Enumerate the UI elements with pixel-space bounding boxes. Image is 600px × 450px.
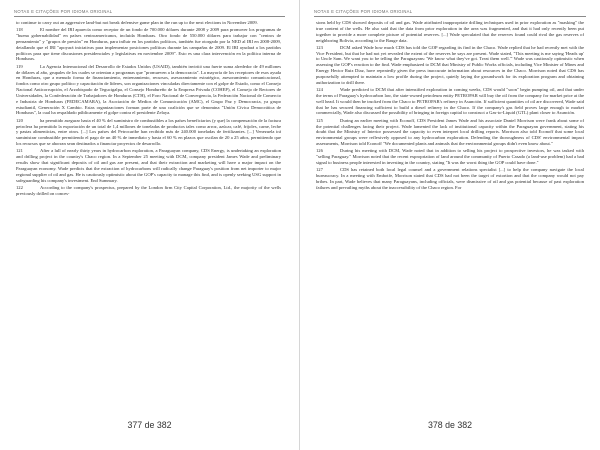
note-text: to continue to carry out an aggressive land-but not break defensive game plan in the run up to the next elections in November 2009. <box>16 20 258 25</box>
note-text: CDS has retained both local legal counsel and a government relations specialist [...] to help the company navigate the local bureaucracy. In a meeting with Embotfe, Morrison stated that CDS had not been the target of extortion and that the company would not pay bribes. In part, Wade believes that many Paraguayans, including officials, were dismissive of oil and gas potential because of past exploration failures and prevailing myths about the inaccessibility of the Chaco region. For <box>316 167 584 190</box>
note-number: 119 <box>16 63 23 69</box>
note-text: DCM asked Wade how much CDS has told the GOP regarding its find in the Chaco. Wade replied that he had recently met with the Vice President, but that he had not yet revealed the extent of the reserves he says are present. Wade stated, "This meeting is me saying 'Heads up' to Uncle Sam. We want you to be telling the Paraguayans: 'We know what they've got. Treat them well.'" Wade was cautiously optimistic when assessing the GOP's reaction to the find. Wade emphasized to DCM that Ministry of Public Works officials, including Vice Minister of Mines and Energy Hector Ruiz Diaz, have repeatedly given the press inaccurate information about resources in the Chaco. Morrison noted that CDS has purposefully attempted to maintain a low profile during the project, quietly laying the groundwork for its exploration program and obtaining authorization to drill there. <box>316 44 584 85</box>
paragraph <box>316 20 584 43</box>
note-number: 121 <box>16 148 23 154</box>
note-number: 122 <box>16 184 23 190</box>
note-number: 125 <box>316 117 323 123</box>
note-number: 126 <box>316 148 323 154</box>
note-number: 123 <box>316 44 323 50</box>
note-number: 120 <box>16 117 23 123</box>
note-text: La Agencia Internacional del Desarrollo de Estados Unidos (USAID), también invirtió una fuerte suma alrededor de 49 millones de dólares al año, grupales de los cuales se orientan a programas que "promueven a la democracia". La mayoría de los receptores de esos ayuda en Honduras, que a menudo forma de financiamiento, entrenamiento, recursos, asesoramiento estratégico, asesoramiento comunicacional, fondos como otro grupo político y capacitación de líderes, son organizaciones vinculadas directamente con el golpe de Estado, como el Consejo Nacional Anticorrupción, el Arzobispado de Tegucigalpa, el Consejo Hondureño de la Empresa Privada (COHEP), el Consejo de Rectores de Universidades, la Confederación de Trabajadores de Honduras (CTH), el Foro Nacional de Convergencia, la Federación Nacional de Comercio e Industria de Honduras (FEDECAMARA), la Asociación de Medios de Comunicación (AMC), el Grupo Paz y Democracia, ya grupo estudiantil, Generación X Cambio. Estas organizaciones forman parte de una coalición que se denomina "Unión Cívica Democrática de Honduras", la cual ha respaldado públicamente el golpe contra el presidente Zelaya. <box>16 63 281 116</box>
paragraph <box>16 148 281 183</box>
right-page-body <box>316 20 584 410</box>
running-head-left: NOTAS E CITAÇÕES POR IDIOMA ORIGINAL <box>14 9 113 14</box>
right-page <box>300 0 600 450</box>
note-text: According to the company's prospectus, prepared by the London firm City Capital Corporation, Ltd., the majority of the wells previously drilled on conces- <box>16 184 281 196</box>
paragraph <box>16 20 281 26</box>
note-text: After a lull of nearly thirty years in hydrocarbon exploration, a Paraguayan company, CDS Energy, is undertaking an exploration and drilling project in the country's Chaco region. In a September 25 meeting with DCM, company president James Wade and preliminary results show that significant deposits of oil and gas are present, and that their extraction and marketing will have a major impact on the Paraguayan economy. Wade predicts that the extraction of hydrocarbons will radically change Paraguay's position from net importer to major regional supplier of oil and gas. He is cautiously optimistic about the GOP's capacity to manage this find, and is openly seeking USG support in safeguarding his company's investment. End Summary. <box>16 148 281 183</box>
paragraph <box>316 87 584 116</box>
page-number-left: 377 de 382 <box>127 420 172 430</box>
paragraph <box>316 45 584 86</box>
paragraph <box>316 167 584 190</box>
header-rule-left <box>14 16 285 17</box>
paragraph <box>316 148 584 166</box>
paragraph <box>16 118 281 147</box>
paragraph <box>316 118 584 147</box>
paragraph <box>16 185 281 197</box>
note-text: sions held by CDS showed deposits of oil and gas. Wade attributed inappropriate drilling techniques used in prior exploration as "masking" the true content of the wells. He also said that the data from prior exploration in the area was fragmented, and that it had only recently been put together to provide a more complete picture of potential reserves. [...] Wade speculated that the reserves found could rival the gas reserves of neighboring Bolivia, according to the Bauge data. <box>316 20 584 43</box>
note-text: During an earlier meeting with Econoff, CDS President James Wade and his associate Daniel Morrison were frank about some of the potential challenges facing their project. Wade lamented the lack of institutional capacity within the Paraguayan government, stating his doubt that the Ministry of Interior possessed the capacity to even interpret local drilling reports. Morrison also told Econoff that some local environmental groups were reflexively opposed to any hydrocarbon exploration. Defending the thoroughness of CDS' environmental impact assessments, Morrison told Econoff "We documented plants and animals that the environmental groups didn't even know about." <box>316 117 584 147</box>
note-number: 124 <box>316 87 323 93</box>
note-text: Wade predicted to DCM that after intensified exploration in coming weeks, CDS would "soon" begin pumping oil, and that under the terms of Paraguay's hydrocarbon law, the state-owned petroleum entity PETROPAR will buy the oil from the company for market price at the well head. It would then be trucked from the Chaco to PETROPAR's refinery in Asunción. If sufficient quantities of oil are discovered, Wade said that he has secured financing sufficient to build a diesel refinery in the Chaco. If the company's gas field proves large enough to market commercially, Wade also discussed the possibility of bringing in foreign capital to construct a Gas-to-Liquid (GTL) plant closer to Asunción. <box>316 87 584 116</box>
note-number: 118 <box>16 27 23 33</box>
note-text: During his meeting with DCM, Wade noted that in addition to selling his project to prospective investors, he was tasked with "selling Paraguay." Morrison noted that the recent expropriation of land around the community of Puerto Casado (a land-use problem) had a bad signal to business people interested in investing in the country, stating "It was the worst thing the GOP could have done." <box>316 148 584 165</box>
running-head-right: NOTAS E CITAÇÕES POR IDIOMA ORIGINAL <box>314 9 413 14</box>
note-text: El nombre del IRI aparecía como receptor de un fondo de 700.000 dólares durante 2008 y 2009 para promover los programas de "buena gobernabilidad" en países centroamericanos, incluida Honduras. Otro fondo de 550.000 dólares para trabajar con "centros de pensamiento" y "grupos de presión" en Honduras, para influir en los partidos políticos, también fue otorgado por la NED al IRI en 2008-2009, detallando que el IRI "apoyará iniciativas para implementar posiciones políticas durante las campañas de 2009. El IRI ayudará a los partidos políticos para que tiene discusiones presidenciales y legislativas en noviembre 2009". Esto es una clara intervención en la política interna de Honduras. <box>16 27 281 62</box>
header-rule-right <box>314 16 586 17</box>
paragraph <box>16 64 281 117</box>
page-number-right: 378 de 382 <box>427 420 473 430</box>
note-number: 127 <box>316 167 323 173</box>
paragraph <box>16 27 281 62</box>
note-text: ha permitido asegurar hasta el 40 % del suministro de combustibles a los países beneficiarios (y que) la compensación de la factura petrolera ha permitido la exportación de un total de 1,4 millones de toneladas de productos tales como arroz, azúcar, café, frijoles, carne, leche y pastas alimenticias, entre otros. [...] Los países del Petrocaribe han recibido más de 240.000 toneladas de fertilizantes. [...] Venezuela irá suministrar combustible permitiendo el pago de un 40 % de inmediato y hasta el 60 % en plazos que oscilan de 20 a 25 años, permitiendo que los recursos que se ahorran sean destinados a financiar proyectos de desarrollo. <box>16 117 281 147</box>
left-page-body <box>16 20 281 410</box>
